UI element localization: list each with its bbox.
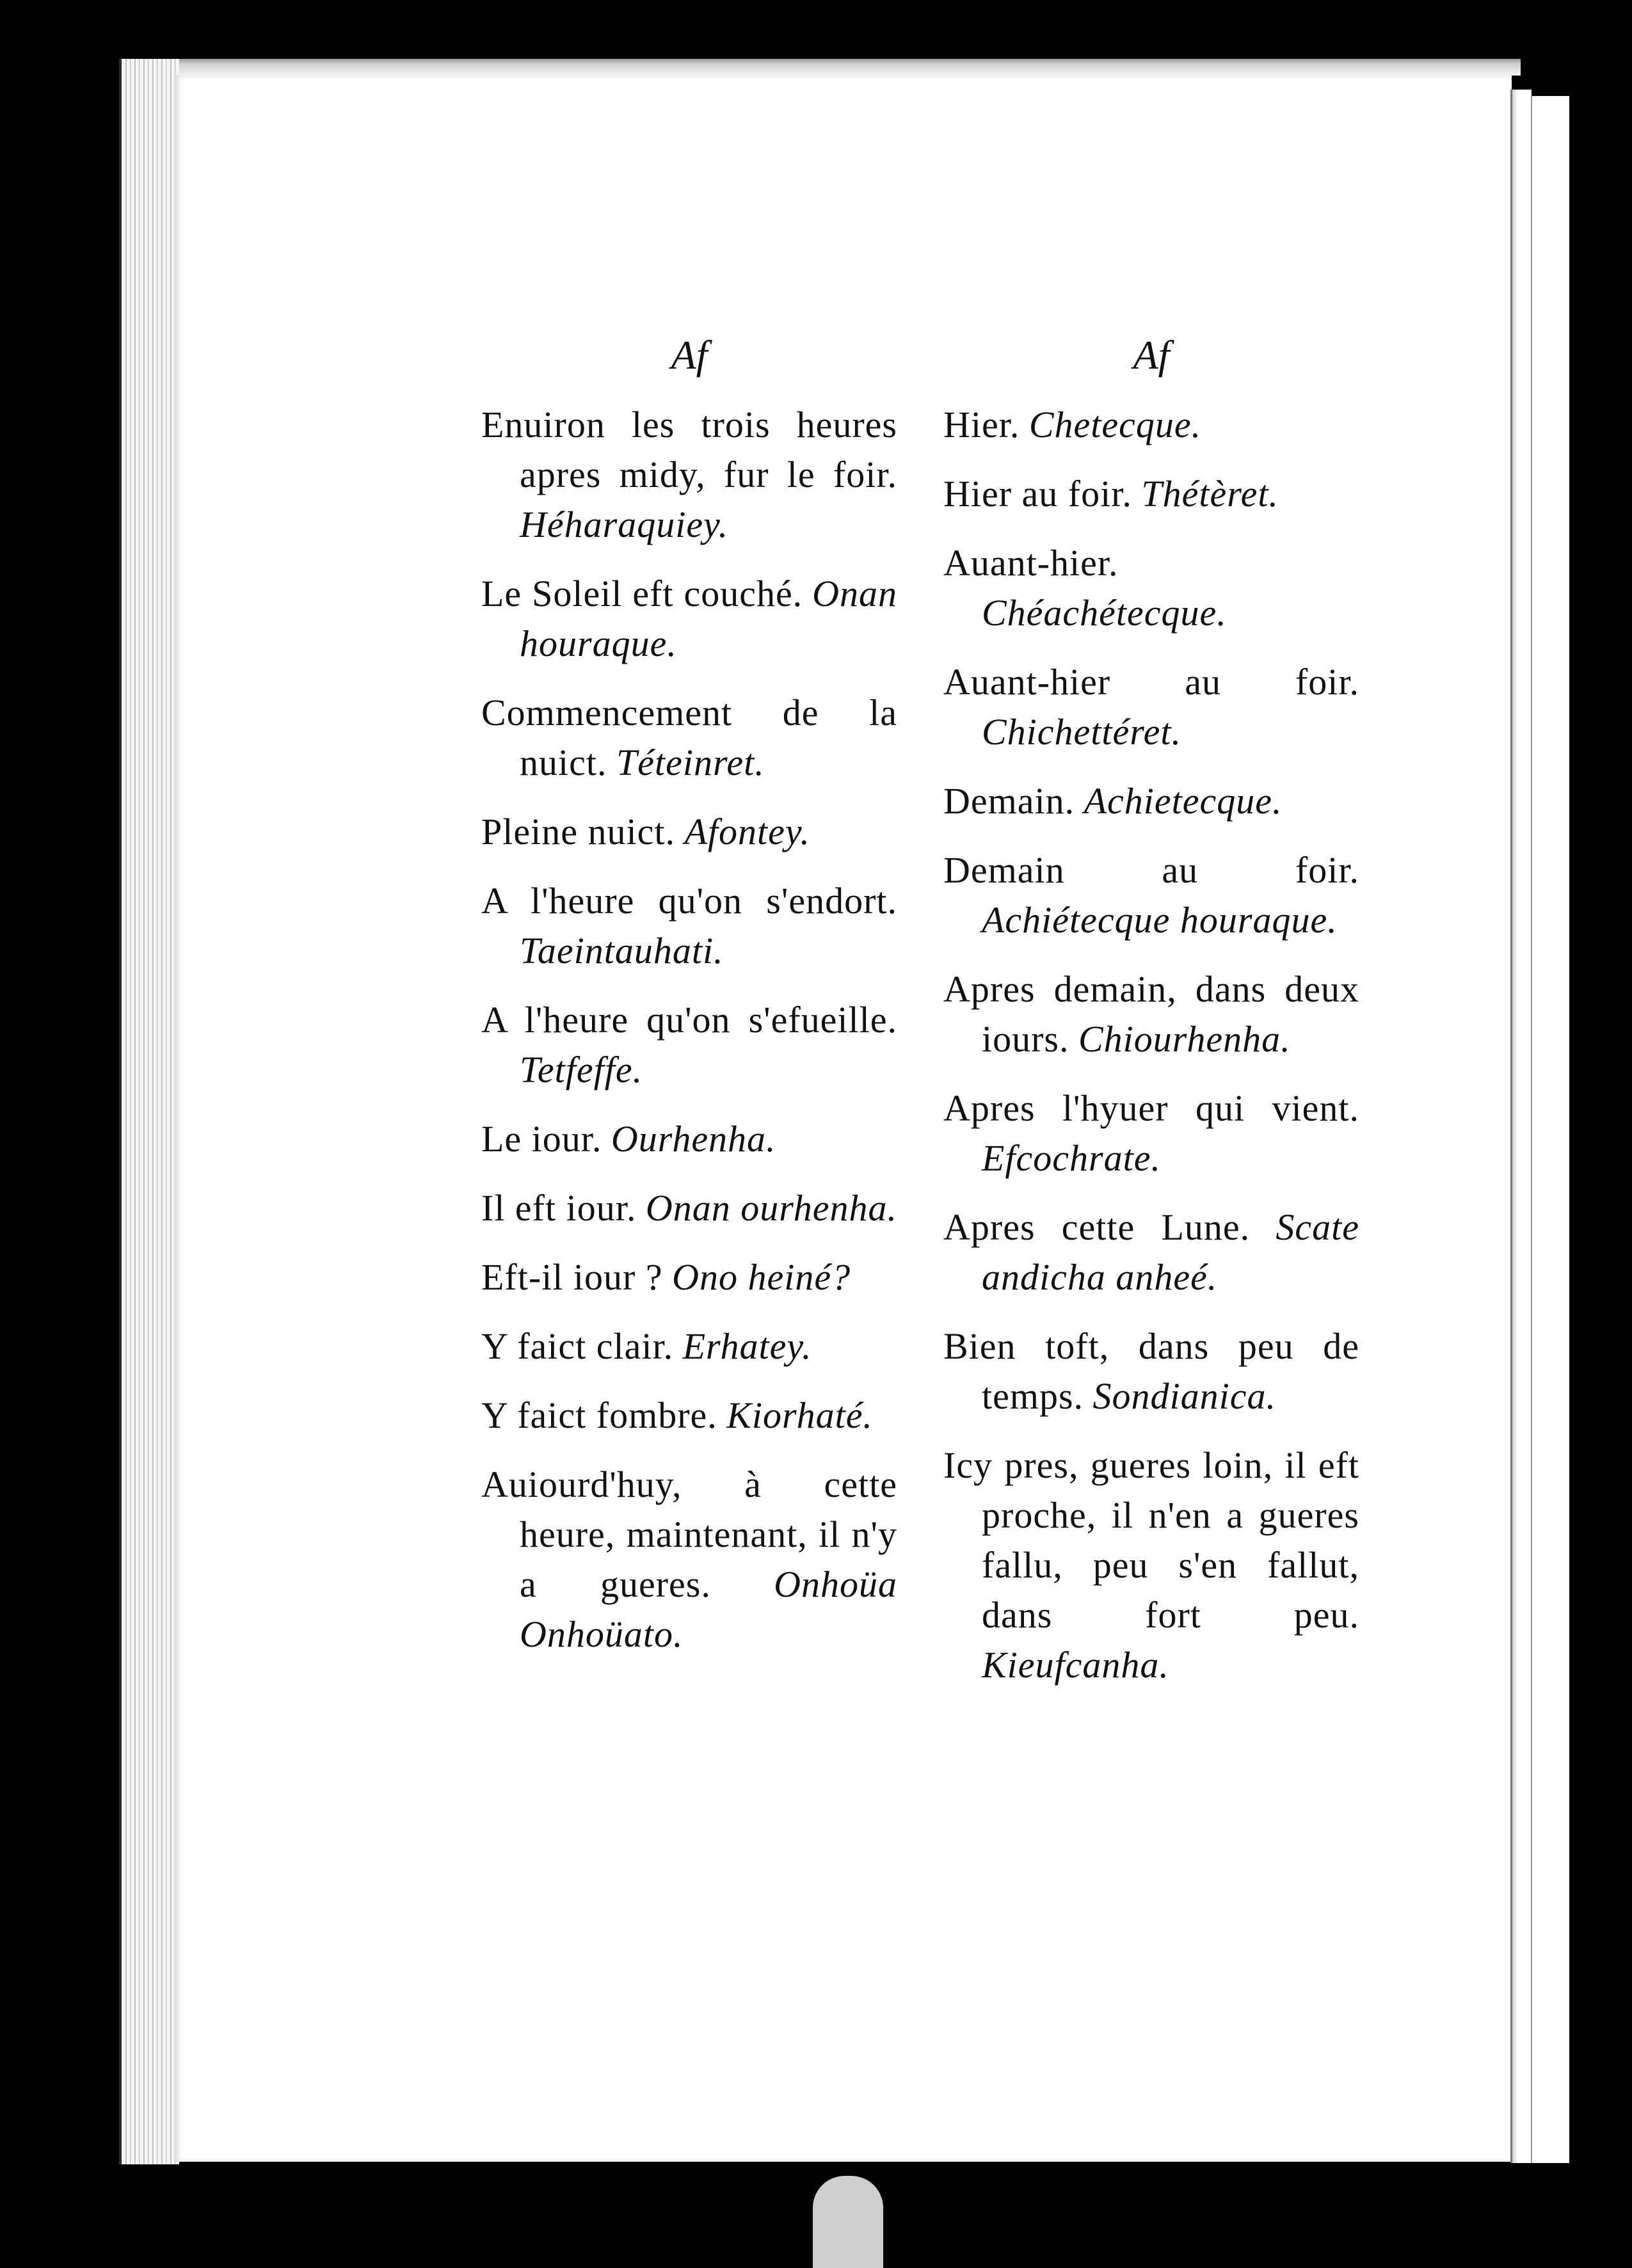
right-entries bbox=[943, 400, 1359, 1690]
french-term: Pleine nuict. bbox=[481, 811, 675, 852]
french-term: Auiourd'huy, à cette heure, maintenant, il n'y a gueres. bbox=[481, 1464, 897, 1605]
french-term: A l'heure qu'on s'endort. bbox=[481, 880, 897, 922]
huron-translation: Thétèret. bbox=[1141, 473, 1279, 515]
huron-translation: Kiorhaté. bbox=[726, 1394, 873, 1436]
dictionary-entry bbox=[481, 1460, 897, 1659]
dictionary-entry bbox=[943, 776, 1359, 826]
dictionary-entry bbox=[481, 569, 897, 669]
dictionary-entry bbox=[481, 995, 897, 1095]
left-column bbox=[481, 323, 897, 1679]
huron-translation: Efcochrate. bbox=[982, 1137, 1161, 1179]
french-term: Enuiron les trois heures apres midy, fur le foir. bbox=[481, 404, 897, 495]
french-term: Eft-il iour ? bbox=[481, 1256, 663, 1298]
french-term: Le Soleil eft couché. bbox=[481, 573, 803, 614]
dictionary-entry bbox=[481, 876, 897, 976]
huron-translation: Ourhenha. bbox=[611, 1118, 776, 1160]
dictionary-entry bbox=[943, 400, 1359, 450]
huron-translation: Onan houraque. bbox=[520, 573, 897, 664]
huron-translation: Onhoüa Onhoüato. bbox=[520, 1563, 897, 1655]
french-term: Hier au foir. bbox=[943, 473, 1132, 515]
thumb-shadow bbox=[813, 2176, 883, 2268]
huron-translation: Achietecque. bbox=[1084, 780, 1283, 822]
huron-translation: Chiourhenha. bbox=[1078, 1018, 1291, 1060]
french-term: Auant-hier. bbox=[943, 542, 1119, 584]
french-term: Apres l'hyuer qui vient. bbox=[943, 1087, 1359, 1129]
left-column-header: Af bbox=[671, 332, 708, 378]
huron-translation: Téteinret. bbox=[616, 742, 765, 783]
huron-translation: Achiétecque houraque. bbox=[982, 899, 1338, 941]
french-term: Apres cette Lune. bbox=[943, 1206, 1251, 1248]
huron-translation: Tetfeffe. bbox=[520, 1049, 643, 1090]
dictionary-entry bbox=[481, 1183, 897, 1233]
dictionary-entry bbox=[943, 657, 1359, 757]
french-term: Demain au foir. bbox=[943, 849, 1359, 891]
huron-translation: Sondianica. bbox=[1092, 1375, 1277, 1417]
right-column-header: Af bbox=[1133, 332, 1170, 378]
right-leaf-edge bbox=[1510, 90, 1532, 2163]
french-term: Il eft iour. bbox=[481, 1187, 637, 1229]
huron-translation: Scate andicha anheé. bbox=[982, 1206, 1359, 1298]
dictionary-entry bbox=[481, 1252, 897, 1302]
dictionary-entry bbox=[481, 688, 897, 788]
page-stack-edges bbox=[119, 59, 179, 2164]
french-term: Icy pres, gueres loin, il eft proche, il n'en a gueres fallu, peu s'en fallut, dans fort peu. bbox=[943, 1444, 1359, 1636]
french-term: Y faict fombre. bbox=[481, 1394, 717, 1436]
french-term: Apres demain, dans deux iours. bbox=[943, 968, 1359, 1060]
next-page-edge bbox=[1531, 96, 1569, 2163]
french-term: Hier. bbox=[943, 404, 1020, 445]
huron-translation: Erhatey. bbox=[682, 1325, 812, 1367]
french-term: Demain. bbox=[943, 780, 1075, 822]
huron-translation: Afontey. bbox=[684, 811, 810, 852]
huron-translation: Ono heiné? bbox=[672, 1256, 851, 1298]
huron-translation: Taeintauhati. bbox=[520, 930, 724, 971]
page-top-edge bbox=[119, 59, 1521, 76]
dictionary-entry bbox=[943, 1202, 1359, 1302]
huron-translation: Chetecque. bbox=[1028, 404, 1202, 445]
left-entries bbox=[481, 400, 897, 1659]
french-term: Commencement de la nuict. bbox=[481, 692, 897, 783]
dictionary-entry bbox=[481, 400, 897, 550]
dictionary-entry bbox=[481, 807, 897, 857]
right-column bbox=[943, 323, 1359, 1709]
french-term: Y faict clair. bbox=[481, 1325, 674, 1367]
dictionary-entry bbox=[481, 1114, 897, 1164]
huron-translation: Kieufcanha. bbox=[982, 1644, 1169, 1686]
dictionary-entry bbox=[481, 1391, 897, 1441]
french-term: Auant-hier au foir. bbox=[943, 661, 1359, 703]
dictionary-entry bbox=[943, 845, 1359, 945]
dictionary-entry bbox=[943, 1083, 1359, 1183]
huron-translation: Héharaquiey. bbox=[520, 504, 729, 545]
dictionary-entry bbox=[481, 1322, 897, 1371]
huron-translation: Chéachétecque. bbox=[982, 592, 1227, 634]
dictionary-entry bbox=[943, 1322, 1359, 1421]
huron-translation: Onan ourhenha. bbox=[645, 1187, 897, 1229]
dictionary-entry bbox=[943, 964, 1359, 1064]
french-term: Bien toft, dans peu de temps. bbox=[943, 1325, 1359, 1417]
french-term: Le iour. bbox=[481, 1118, 602, 1160]
huron-translation: Chichettéret. bbox=[982, 711, 1182, 753]
dictionary-entry bbox=[943, 469, 1359, 519]
dictionary-entry bbox=[943, 1441, 1359, 1690]
french-term: A l'heure qu'on s'efueille. bbox=[481, 999, 897, 1041]
dictionary-entry bbox=[943, 538, 1359, 638]
